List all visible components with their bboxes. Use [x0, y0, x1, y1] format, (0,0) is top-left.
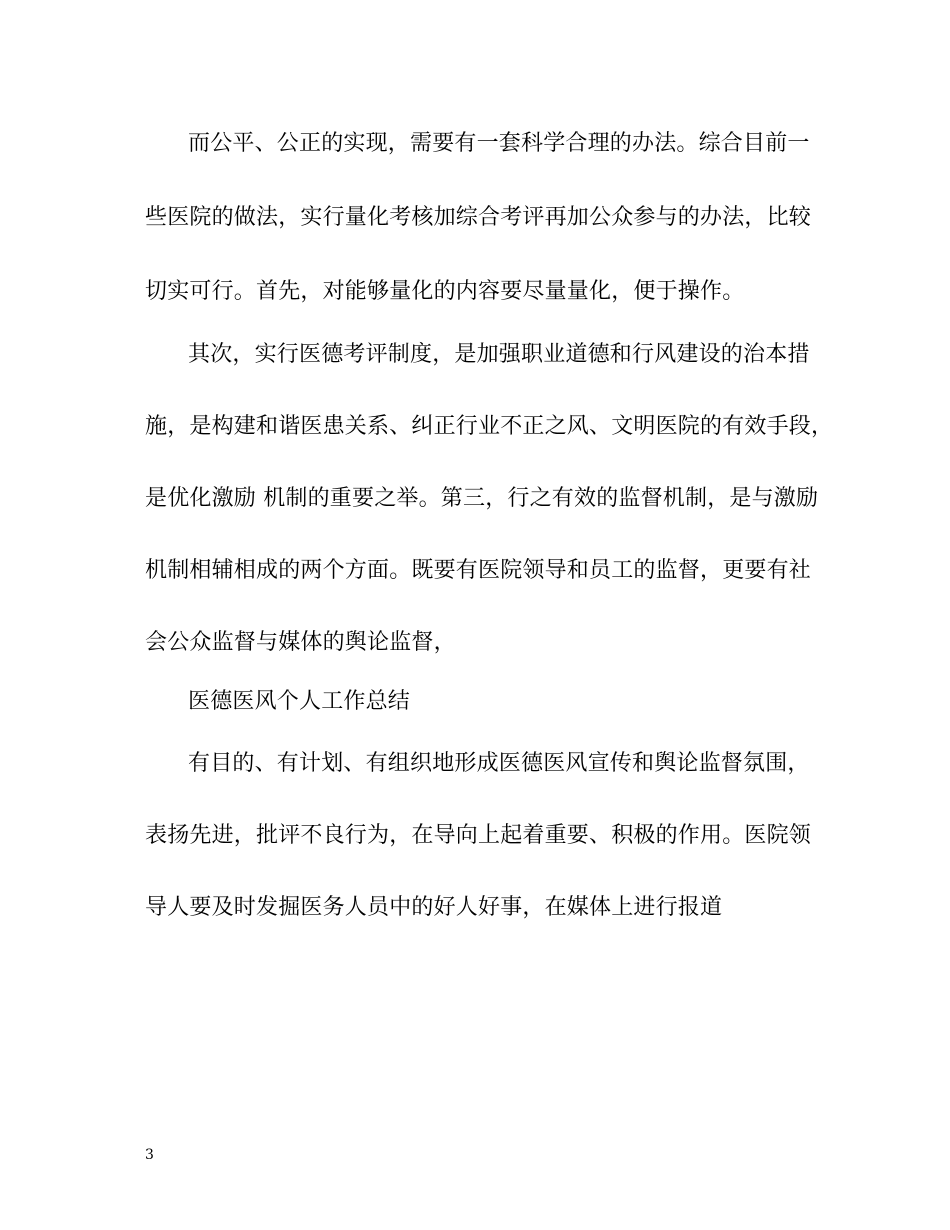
section-heading: 医德医风个人工作总结 — [188, 689, 411, 714]
text-line: 机制相辅相成的两个方面。既要有医院领导和员工的监督，更要有社 — [145, 558, 812, 583]
text-line: 有目的、有计划、有组织地形成医德医风宣传和舆论监督氛围， — [188, 751, 810, 776]
text-line: 施，是构建和谐医患关系、纠正行业不正之风、文明医院的有效手段， — [145, 414, 834, 439]
page-number: 3 — [145, 1147, 154, 1163]
text-line: 其次，实行医德考评制度，是加强职业道德和行风建设的治本措 — [188, 342, 810, 367]
text-line: 表扬先进，批评不良行为，在导向上起着重要、积极的作用。医院领 — [145, 823, 812, 848]
text-line: 是优化激励 机制的重要之举。第三，行之有效的监督机制，是与激励 — [145, 486, 819, 511]
text-line: 而公平、公正的实现，需要有一套科学合理的办法。综合目前一 — [188, 131, 810, 156]
text-line: 切实可行。首先，对能够量化的内容要尽量量化，便于操作。 — [145, 279, 745, 304]
text-line: 些医院的做法，实行量化考核加综合考评再加公众参与的办法，比较 — [145, 205, 812, 230]
text-line: 导人要及时发掘医务人员中的好人好事，在媒体上进行报道 — [145, 895, 723, 920]
text-line: 会公众监督与媒体的舆论监督， — [145, 630, 456, 655]
